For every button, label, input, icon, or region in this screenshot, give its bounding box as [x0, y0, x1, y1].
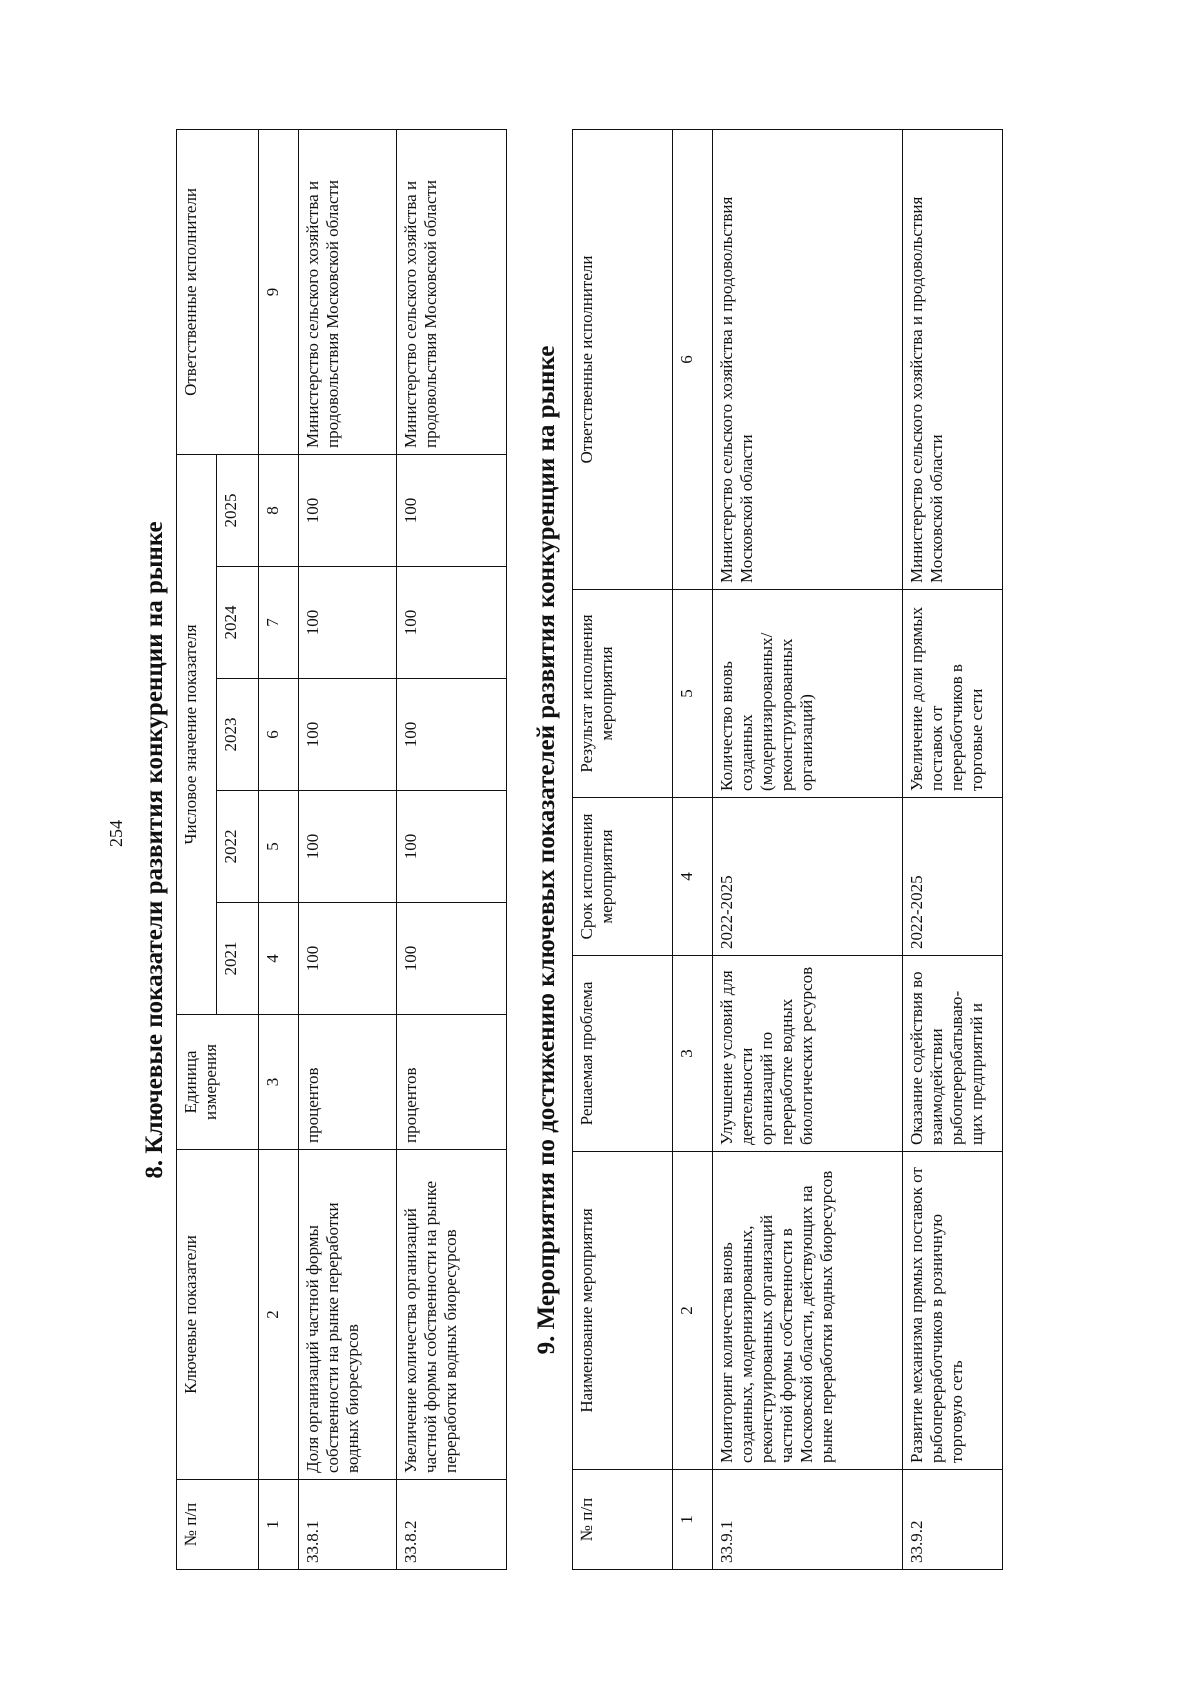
- column-number-row: [673, 130, 713, 1570]
- col-number: 5: [673, 590, 713, 798]
- row-responsible: Министерство сельского хозяйства и продовольствия Московской области: [299, 129, 397, 454]
- section-8-title: 8. Ключевые показатели развития конкуренции на рынке: [141, 521, 168, 1179]
- row-value: 100: [299, 903, 397, 1015]
- col-header-indicator: Ключевые показатели: [177, 1150, 259, 1480]
- row-responsible: Министерство сельского хозяйства и продовольствия Московской области: [903, 130, 1003, 590]
- row-name: Мониторинг количества вновь созданных, модернизированных, реконструированных организаций частной формы собственности в Московской области, действующих на рынке переработки водных биоресурсов: [713, 1152, 903, 1470]
- row-value: 100: [299, 567, 397, 679]
- col-number: 9: [259, 129, 299, 454]
- row-value: 100: [397, 791, 507, 903]
- row-value: 100: [397, 567, 507, 679]
- col-number: 1: [673, 1470, 713, 1570]
- row-value: 100: [397, 454, 507, 566]
- col-header-year: 2021: [217, 903, 259, 1015]
- col-header-result: Результат исполнения мероприятия: [573, 590, 673, 798]
- col-header-responsible: Ответственные исполнители: [177, 129, 259, 454]
- table-row: [903, 130, 1003, 1570]
- row-responsible: Министерство сельского хозяйства и продовольствия Московской области: [713, 130, 903, 590]
- col-header-year: 2023: [217, 679, 259, 791]
- col-header-problem: Решаемая проблема: [573, 956, 673, 1152]
- col-number: 5: [259, 791, 299, 903]
- col-number: 1: [259, 1480, 299, 1570]
- col-header-year: 2022: [217, 791, 259, 903]
- row-name: Развитие механизма прямых поставок от рыбопереработчиков в розничную торговую сеть: [903, 1152, 1003, 1470]
- table-row: [299, 129, 397, 1569]
- row-value: 100: [299, 791, 397, 903]
- col-header-value-group: Числовое значение показателя: [177, 454, 217, 1014]
- col-number: 4: [259, 903, 299, 1015]
- row-num: 33.8.2: [397, 1480, 507, 1570]
- col-header-name: Наименование мероприятия: [573, 1152, 673, 1470]
- page-number: 254: [106, 820, 126, 847]
- col-number: 3: [259, 1015, 299, 1150]
- row-term: 2022-2025: [903, 798, 1003, 956]
- row-num: 33.9.2: [903, 1470, 1003, 1570]
- col-header-num: № п/п: [573, 1470, 673, 1570]
- col-number: 8: [259, 454, 299, 566]
- row-indicator: Увеличение количества организаций частной формы собственности на рынке переработки водных биоресурсов: [397, 1150, 507, 1480]
- col-header-responsible: Ответственные исполнители: [573, 130, 673, 590]
- row-value: 100: [299, 679, 397, 791]
- row-value: 100: [299, 454, 397, 566]
- col-number: 4: [673, 798, 713, 956]
- row-value: 100: [397, 679, 507, 791]
- measures-table: [572, 129, 1003, 1570]
- col-header-term: Срок исполнения мероприятия: [573, 798, 673, 956]
- row-num: 33.8.1: [299, 1480, 397, 1570]
- col-header-unit: Единица измерения: [177, 1015, 259, 1150]
- row-unit: процентов: [299, 1015, 397, 1150]
- section-9-title: 9. Мероприятия по достижению ключевых показателей развития конкуренции на рынке: [533, 345, 560, 1355]
- column-number-row: [259, 129, 299, 1569]
- row-problem: Оказание содействия во взаимодействии рыбоперерабатываю-щих предприятий и: [903, 956, 1003, 1152]
- col-number: 6: [259, 679, 299, 791]
- row-indicator: Доля организаций частной формы собственности на рынке переработки водных биоресурсов: [299, 1150, 397, 1480]
- col-header-year: 2024: [217, 567, 259, 679]
- key-indicators-table: [176, 129, 507, 1570]
- row-unit: процентов: [397, 1015, 507, 1150]
- col-number: 3: [673, 956, 713, 1152]
- table-row: [713, 130, 903, 1570]
- col-number: 2: [673, 1152, 713, 1470]
- row-value: 100: [397, 903, 507, 1015]
- row-result: Количество вновь созданных (модернизированных/реконструированных организаций): [713, 590, 903, 798]
- row-responsible: Министерство сельского хозяйства и продовольствия Московской области: [397, 129, 507, 454]
- col-header-year: 2025: [217, 454, 259, 566]
- col-header-num: № п/п: [177, 1480, 259, 1570]
- document-content: [140, 130, 1120, 1570]
- col-number: 7: [259, 567, 299, 679]
- row-num: 33.9.1: [713, 1470, 903, 1570]
- table-row: [397, 129, 507, 1569]
- row-term: 2022-2025: [713, 798, 903, 956]
- col-number: 2: [259, 1150, 299, 1480]
- row-result: Увеличение доли прямых поставок от переработчиков в торговые сети: [903, 590, 1003, 798]
- col-number: 6: [673, 130, 713, 590]
- row-problem: Улучшение условий для деятельности организаций по переработке водных биологических ресурсов: [713, 956, 903, 1152]
